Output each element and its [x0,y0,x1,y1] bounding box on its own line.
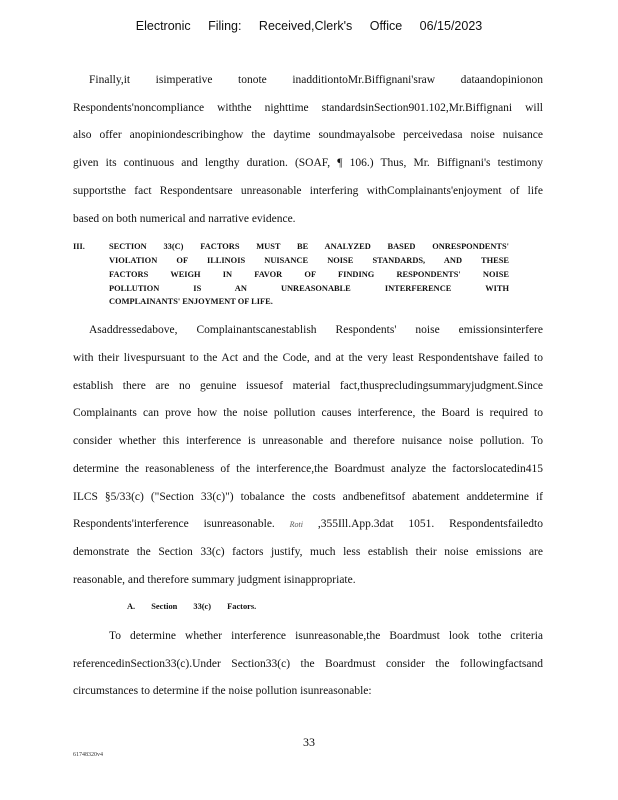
paragraph-1-line: given its continuous and lengthy duration. (SOAF, ¶ 106.) Thus, Mr. Biffignani's testimony [73,157,543,169]
paragraph-2-line: Complainants can prove how the noise pollution causes interference, the Board is required to [73,407,543,419]
paragraph-2-line: reasonable, and therefore summary judgment isinappropriate. [73,574,356,586]
section-heading-line: FACTORS WEIGH IN FAVOR OF FINDING RESPONDENTS' NOISE [109,270,509,279]
section-heading-line: VIOLATION OF ILLINOIS NUISANCE NOISE STANDARDS, AND THESE [109,256,509,265]
document-id: 61748320v4 [73,752,103,758]
paragraph-1-line: also offer anopiniondescribinghow the daytime soundmayalsobe perceivedasa noise nuisance [73,129,543,141]
page-number: 33 [303,735,315,749]
paragraph-3-line: To determine whether interference isunreasonable,the Boardmust look tothe criteria [109,630,543,642]
section-heading-line: POLLUTION IS AN UNREASONABLE INTERFERENCE WITH [109,284,509,293]
paragraph-2-line [73,518,543,530]
citation-lead-text: Respondents'interference isunreasonable. [73,518,275,530]
section-heading-line: SECTION 33(C) FACTORS MUST BE ANALYZED BASED ONRESPONDENTS' [109,242,509,251]
paragraph-1-line: based on both numerical and narrative evidence. [73,213,296,225]
paragraph-2-line: consider whether this interference is unreasonable and therefore nuisance noise pollution. To [73,435,543,447]
paragraph-1-line: Finally,it isimperative tonote inadditiontoMr.Biffignani'sraw dataandopinionon [89,74,543,86]
citation-trail-text: ,355Ill.App.3dat 1051. Respondentsfailedto [317,518,543,530]
subsection-heading: A. Section 33(c) Factors. [127,602,257,611]
paragraph-2-line: establish there are no genuine issuesof material fact,thusprecludingsummaryjudgment.Since [73,380,543,392]
paragraph-1-line: Respondents'noncompliance withthe nighttime standardsinSection901.102,Mr.Biffignani will [73,102,543,114]
paragraph-2-line: Asaddressedabove, Complainantscanestablish Respondents' noise emissionsinterfere [89,324,543,336]
case-citation: Roti [289,520,303,529]
paragraph-3-line: circumstances to determine if the noise pollution isunreasonable: [73,685,372,697]
filing-header: Electronic Filing: Received,Clerk's Office 06/15/2023 [135,19,483,33]
paragraph-2-line: ILCS §5/33(c) ("Section 33(c)") tobalance the costs andbenefitsof abatement anddetermine if [73,491,543,503]
paragraph-1-line: supportsthe fact Respondentsare unreasonable interfering withComplainants'enjoyment of life [73,185,543,197]
section-heading-line: COMPLAINANTS' ENJOYMENT OF LIFE. [109,297,273,306]
paragraph-2-line: with their livespursuant to the Act and the Code, and at the very least Respondentshave failed to [73,352,543,364]
paragraph-2-line: demonstrate the Section 33(c) factors justify, much less establish their noise emissions are [73,546,543,558]
section-number: III. [73,242,85,251]
paragraph-3-line: referencedinSection33(c).Under Section33(c) the Boardmust consider the followingfactsand [73,658,543,670]
paragraph-2-line: determine the reasonableness of the interference,the Boardmust analyze the factorslocatedin415 [73,463,543,475]
